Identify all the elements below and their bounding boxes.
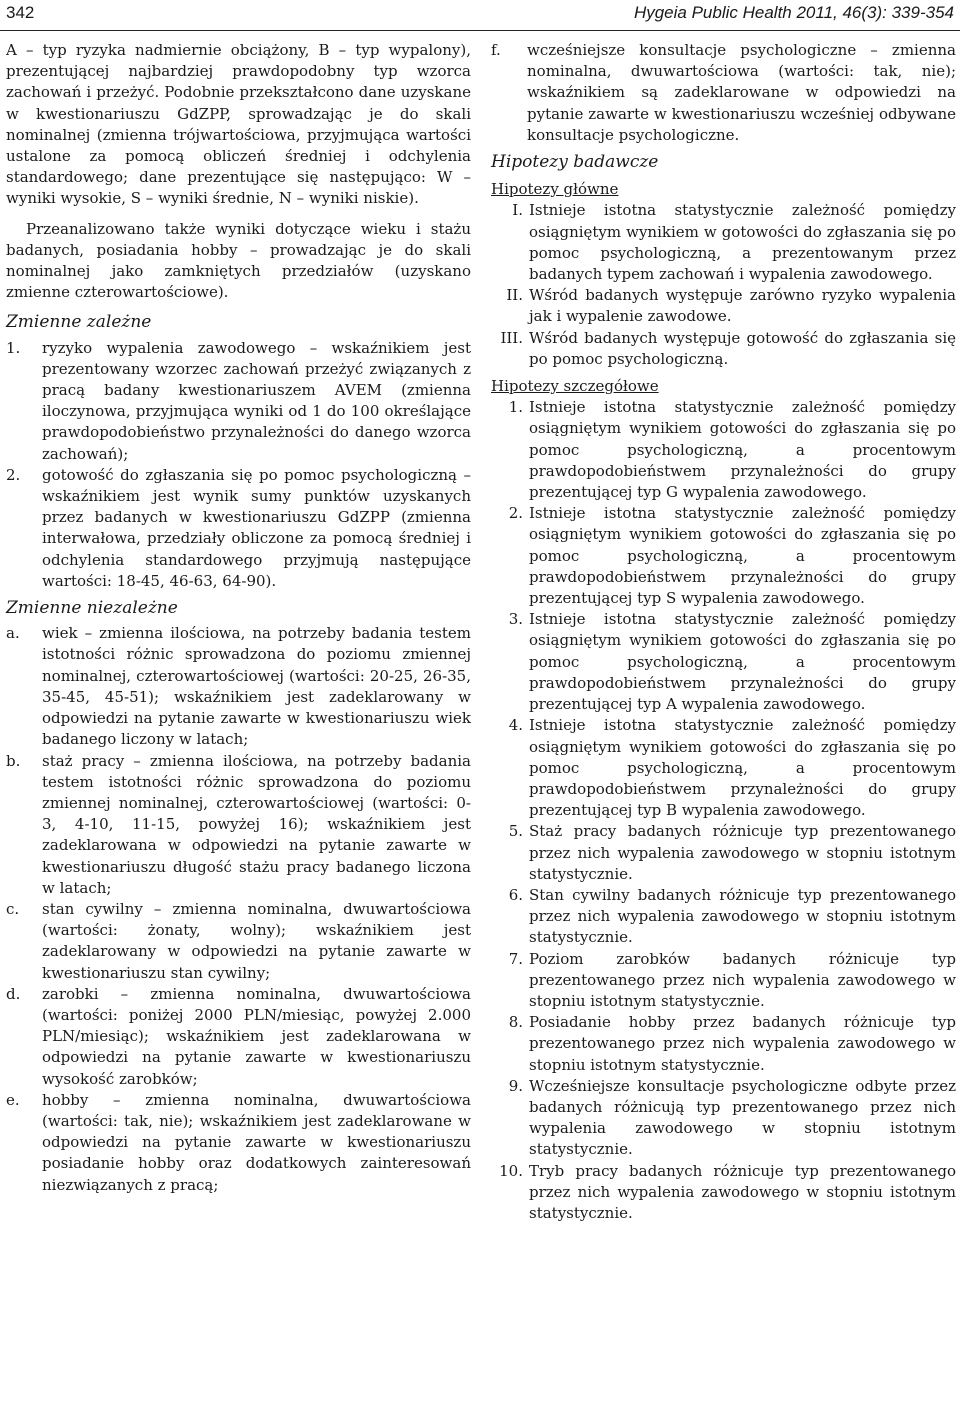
heading-research-hypotheses: Hipotezy badawcze [491, 152, 659, 173]
list-item [491, 715, 956, 821]
list-marker: 6. [508, 885, 523, 904]
list-text: Stan cywilny badanych różnicuje typ prezentowanego przez nich wypalenia zawodowego w stopniu istotnym statystycznie. [529, 885, 956, 947]
list-item [6, 465, 471, 592]
list-marker: f. [491, 41, 501, 59]
list-marker: d. [6, 984, 21, 1003]
list-marker: 8. [508, 1013, 523, 1032]
list-marker: 4. [508, 716, 523, 735]
heading-detailed-hypotheses: Hipotezy szczegółowe [491, 377, 659, 396]
list-text: gotowość do zgłaszania się po pomoc psychologiczną – wskaźnikiem jest wynik sumy punktów uzyskanych przez badanych w kwestionariuszu GdZPP (zmienna interwałowa, przedziały obliczone za pomocą średniej i odchylenia standardowego przyjmują następujące wartości: 18-45, 46-63, 64-90). [42, 465, 471, 590]
list-item [491, 397, 956, 503]
heading-main-hypotheses: Hipotezy główne [491, 180, 619, 199]
list-marker: 1. [6, 338, 21, 357]
list-text: zarobki – zmienna nominalna, dwuwartościowa (wartości: poniżej 2000 PLN/miesiąc, powyżej 2.000 PLN/miesiąc); wskaźnikiem jest zadeklarowana w odpowiedzi na pytanie zawarte w kwestionariuszu wysokość zarobków; [42, 984, 471, 1088]
right-column [491, 40, 956, 1230]
list-item [6, 899, 471, 984]
list-text: staż pracy – zmienna ilościowa, na potrzeby badania testem istotności różnic sprowadzona do poziomu zmiennej nominalnej, czterowartościowej (wartości: 0-3, 4-10, 11-15, powyżej 16); wskaźnikiem jest zadeklarowana w odpowiedzi na pytanie zawarte w kwestionariuszu długość stażu pracy badanego liczona w latach; [42, 751, 471, 897]
list-item [491, 503, 956, 609]
list-item [491, 885, 956, 949]
list-marker: III. [500, 328, 523, 347]
main-hypotheses-list [491, 200, 956, 370]
list-item [6, 984, 471, 1090]
left-column [6, 40, 471, 1202]
list-item [6, 338, 471, 465]
list-item [491, 609, 956, 715]
list-text: Poziom zarobków badanych różnicuje typ prezentowanego przez nich wypalenia zawodowego w stopniu istotnym statystycznie. [529, 949, 956, 1010]
list-item [6, 623, 471, 750]
list-text: Staż pracy badanych różnicuje typ prezentowanego przez nich wypalenia zawodowego w stopniu istotnym statystycznie. [529, 822, 956, 883]
list-marker: e. [6, 1090, 20, 1109]
list-marker: II. [506, 286, 523, 305]
list-text: Tryb pracy badanych różnicuje typ prezentowanego przez nich wypalenia zawodowego w stopniu istotnym statystycznie. [529, 1161, 956, 1222]
heading-independent-variables: Zmienne niezależne [6, 598, 178, 619]
paragraph-transformation: A – typ ryzyka nadmiernie obciążony, B – typ wypalony), prezentującej najbardziej prawdopodobny typ wzorca zachowań i przeżyć. Podobnie przekształcono dane uzyskane w kwestionariuszu GdZPP, sprowadzając je do skali nominalnej (zmienna trójwartościowa, przyjmująca wartości ustalone za pomocą obliczeń średniej i odchylenia standardowego; dane prezentujące się następująco: W – wyniki wysokie, S – wyniki średnie, N – wyniki niskie). [6, 41, 471, 208]
list-item [491, 200, 956, 285]
list-marker: c. [6, 899, 20, 918]
list-text: Istnieje istotna statystycznie zależność pomiędzy osiągniętym wynikiem gotowości do zgłaszania się po pomoc psychologiczną, a procentowym prawdopodobieństwem przynależności do grupy prezentującej typ G wypalenia zawodowego. [529, 398, 956, 502]
list-item [6, 751, 471, 899]
list-item [491, 285, 956, 327]
list-text: Istnieje istotna statystycznie zależność pomiędzy osiągniętym wynikiem gotowości do zgłaszania się po pomoc psychologiczną, a procentowym prawdopodobieństwem przynależności do grupy prezentującej typ B wypalenia zawodowego. [529, 716, 956, 820]
list-text: Istnieje istotna statystycznie zależność pomiędzy osiągniętym wynikiem gotowości do zgłaszania się po pomoc psychologiczną, a procentowym prawdopodobieństwem przynależności do grupy prezentującej typ A wypalenia zawodowego. [529, 610, 956, 714]
list-item [6, 1090, 471, 1196]
list-marker: 2. [508, 504, 523, 523]
detailed-hypotheses-list [491, 397, 956, 1224]
independent-variables-list-continued [491, 40, 956, 146]
list-marker: I. [512, 201, 523, 220]
list-item [491, 1161, 956, 1225]
running-header [0, 0, 960, 31]
paragraph-age-tenure: Przeanalizowano także wyniki dotyczące wieku i stażu badanych, posiadania hobby – prowadzając je do skali nominalnej jako zamkniętych przedziałów (uzyskano zmienne czterowartościowe). [6, 219, 471, 302]
dependent-variables-list [6, 338, 471, 592]
journal-citation: Hygeia Public Health 2011, 46(3): 339-354 [633, 3, 954, 22]
list-marker: 7. [508, 949, 523, 968]
list-item [491, 949, 956, 1013]
list-item [491, 821, 956, 885]
list-text: hobby – zmienna nominalna, dwuwartościowa (wartości: tak, nie); wskaźnikiem jest zadeklarowane w odpowiedzi na pytanie zawarte w kwestionariuszu posiadanie hobby oraz dodatkowych zainteresowań niezwiązanych z pracą; [42, 1090, 471, 1194]
list-text: Istnieje istotna statystycznie zależność pomiędzy osiągniętym wynikiem w gotowości do zgłaszania się po pomoc psychologiczną, a prezentowanym przez badanych typem zachowań i wypalenia zawodowego. [529, 201, 956, 284]
independent-variables-list [6, 623, 471, 1195]
page-number: 342 [6, 3, 35, 22]
list-text: Wcześniejsze konsultacje psychologiczne odbyte przez badanych różnicują typ prezentowanego przez nich wypalenia zawodowego w stopniu istotnym statystycznie. [529, 1076, 956, 1159]
list-marker: a. [6, 624, 20, 643]
list-text: Posiadanie hobby przez badanych różnicuje typ prezentowanego przez nich wypalenia zawodowego w stopniu istotnym statystycznie. [529, 1013, 956, 1074]
list-text: Wśród badanych występuje gotowość do zgłaszania się po pomoc psychologiczną. [529, 328, 956, 368]
list-marker: b. [6, 751, 21, 770]
list-text: Istnieje istotna statystycznie zależność pomiędzy osiągniętym wynikiem gotowości do zgłaszania się po pomoc psychologiczną, a procentowym prawdopodobieństwem przynależności do grupy prezentującej typ S wypalenia zawodowego. [529, 504, 956, 608]
list-marker: 9. [508, 1076, 523, 1095]
list-text: wiek – zmienna ilościowa, na potrzeby badania testem istotności różnic sprowadzona do poziomu zmiennej nominalnej, czterowartościowej (wartości: 20-25, 26-35, 35-45, 45-51); wskaźnikiem jest zadeklarowany w odpowiedzi na pytanie zawarte w kwestionariuszu wiek badanego liczony w latach; [42, 624, 471, 749]
list-marker: 5. [508, 822, 523, 841]
heading-dependent-variables: Zmienne zależne [6, 312, 152, 333]
list-text: Wśród badanych występuje zarówno ryzyko wypalenia jak i wypalenie zawodowe. [529, 286, 956, 326]
list-item [491, 40, 956, 146]
list-text: stan cywilny – zmienna nominalna, dwuwartościowa (wartości: żonaty, wolny); wskaźnikiem jest zadeklarowany w odpowiedzi na pytanie zawarte w kwestionariuszu stan cywilny; [42, 899, 471, 982]
list-item [491, 328, 956, 370]
list-marker: 10. [499, 1161, 523, 1180]
list-marker: 3. [508, 610, 523, 629]
list-marker: 2. [6, 465, 21, 484]
list-item [491, 1012, 956, 1076]
list-marker: 1. [508, 398, 523, 417]
list-text: ryzyko wypalenia zawodowego – wskaźnikiem jest prezentowany wzorzec zachowań przeżyć związanych z pracą badany kwestionariuszem AVEM (zmienna iloczynowa, przyjmująca wyniki od 1 do 100 określające prawdopodobieństwo przynależności do danego wzorca zachowań); [42, 338, 471, 463]
list-item [491, 1076, 956, 1161]
list-text: wcześniejsze konsultacje psychologiczne – zmienna nominalna, dwuwartościowa (wartości: tak, nie); wskaźnikiem są zadeklarowane w odpowiedzi na pytanie zawarte w kwestionariuszu wcześniej odbywane konsultacje psychologiczne. [527, 41, 956, 144]
